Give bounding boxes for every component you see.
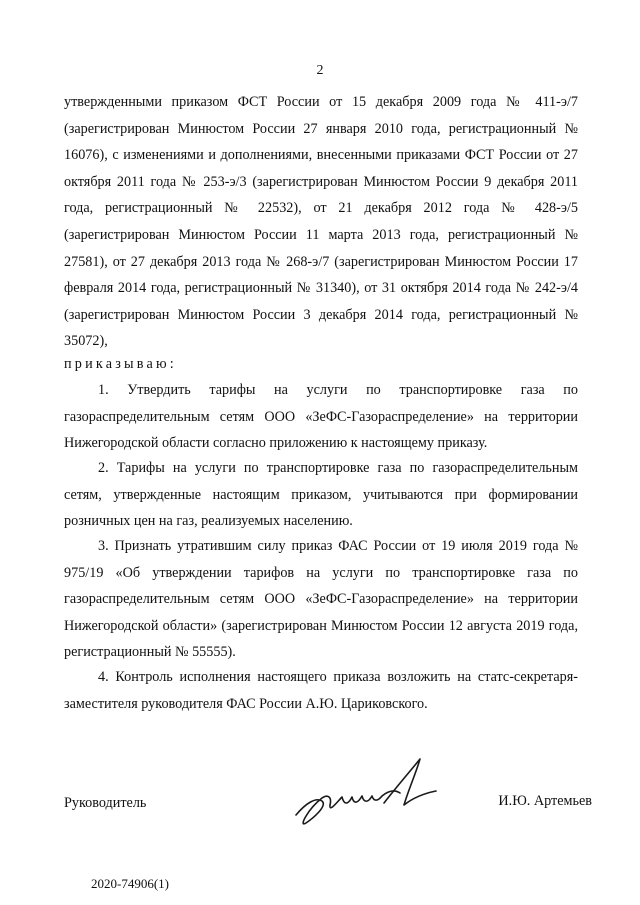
paragraph-order-word: приказываю: <box>64 356 177 372</box>
paragraph-intro: утвержденными приказом ФСТ России от 15 декабря 2009 года № 411-э/7 (зарегистрирован Минюстом России 27 января 2010 года, регистрационный № 16076), с изменениями и дополнениями, внесенными приказами ФСТ России от 27 октября 2011 года № 253-э/3 (зарегистрирован Минюстом России 9 декабря 2011 года, регистрационный № 22532), от 21 декабря 2012 года № 428-э/5 (зарегистрирован Минюстом России 11 марта 2013 года, регистрационный № 27581), от 27 декабря 2013 года № 268-э/7 (зарегистрирован Минюстом России 17 февраля 2014 года, регистрационный № 31340), от 31 октября 2014 года № 242-э/4 (зарегистрирован Минюстом России 3 декабря 2014 года, регистрационный № 35072), <box>64 94 578 350</box>
handwritten-signature <box>288 753 438 833</box>
paragraph-item-3: 3. Признать утратившим силу приказ ФАС России от 19 июля 2019 года № 975/19 «Об утверждении тарифов на услуги по транспортировке газа по газораспределительным сетям ООО «ЗеФС-Газораспределение» на территории Нижегородской области» (зарегистрирован Минюстом России 12 августа 2019 года, регистрационный № 55555). <box>64 538 578 661</box>
paragraph-item-2: 2. Тарифы на услуги по транспортировке газа по газораспределительным сетям, утвержденные настоящим приказом, учитываются при формировании розничных цен на газ, реализуемых населению. <box>64 460 578 530</box>
document-code: 2020-74906(1) <box>91 876 169 891</box>
signature-position: Руководитель <box>64 795 147 811</box>
paragraph-item-1: 1. Утвердить тарифы на услуги по транспортировке газа по газораспределительным сетям ООО «ЗеФС-Газораспределение» на территории Нижегородской области согласно приложению к настоящему приказу. <box>64 382 578 452</box>
page-number: 2 <box>316 63 324 78</box>
signature-name: И.Ю. Артемьев <box>498 793 592 809</box>
paragraph-item-4: 4. Контроль исполнения настоящего приказа возложить на статс-секретаря-заместителя руководителя ФАС России А.Ю. Цариковского. <box>64 669 578 712</box>
